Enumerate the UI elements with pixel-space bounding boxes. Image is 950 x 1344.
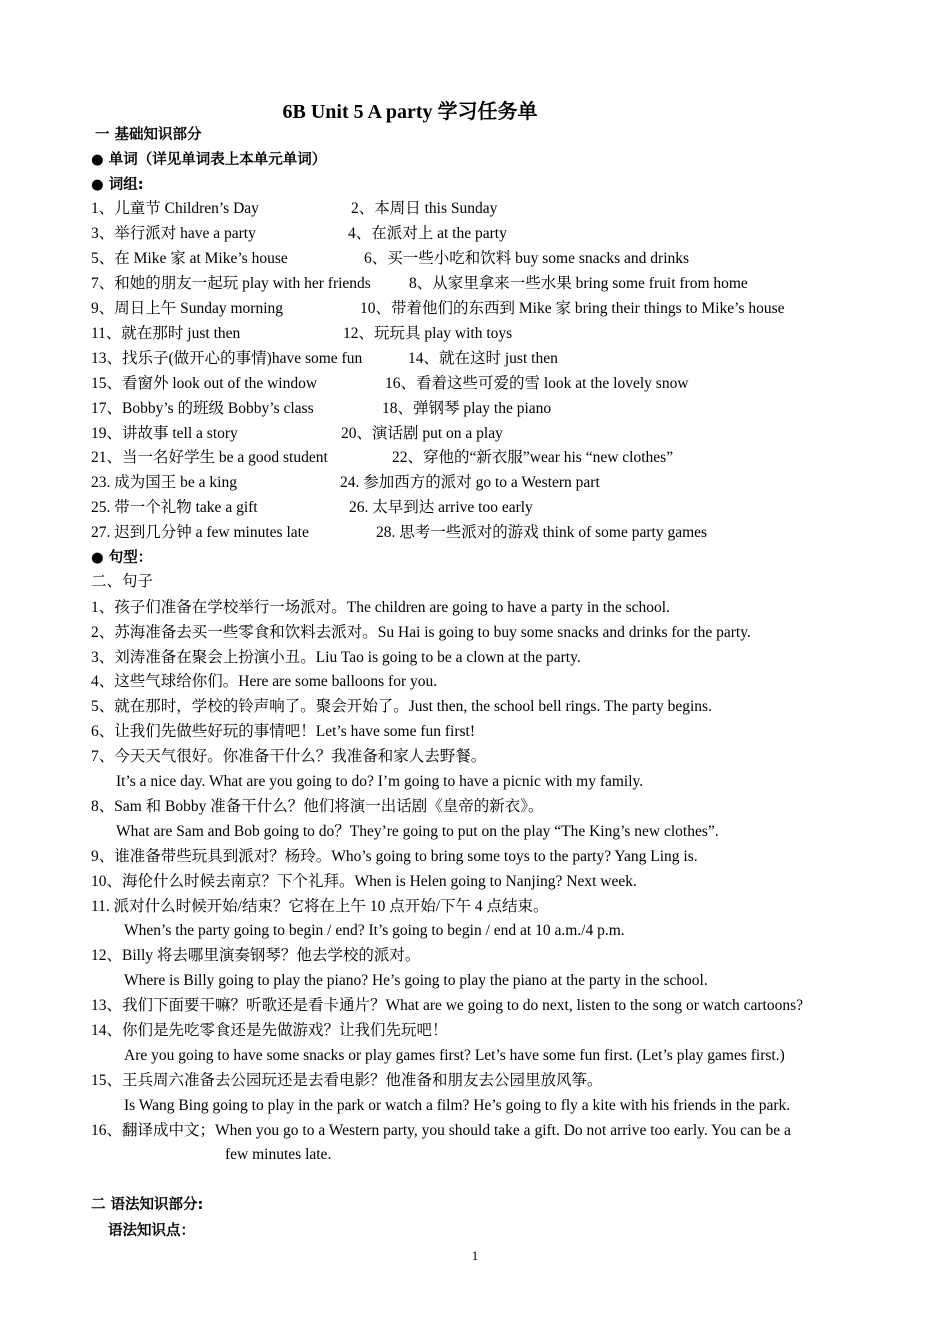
patterns-heading: ● 句型： bbox=[91, 550, 153, 566]
phrase-item: 28. 思考一些派对的游戏 think of some party games bbox=[376, 524, 708, 541]
sentence-item: 16、翻译成中文；When you go to a Western party, you should take a gift. Do not arrive too early. You can be a bbox=[91, 1122, 791, 1139]
phrase-item: 21、当一名好学生 be a good student bbox=[91, 449, 328, 466]
sentence-item: 5、就在那时，学校的铃声响了。聚会开始了。Just then, the school bell rings. The party begins. bbox=[91, 698, 712, 715]
phrase-item: 6、买一些小吃和饮料 buy some snacks and drinks bbox=[364, 250, 690, 267]
sentence-item: 6、让我们先做些好玩的事情吧！Let’s have some fun first! bbox=[91, 723, 476, 740]
phrase-item: 3、举行派对 have a party bbox=[91, 225, 256, 242]
sentence-item: 15、王兵周六准备去公园玩还是去看电影？他准备和朋友去公园里放风筝。 bbox=[91, 1072, 603, 1089]
sentence-translation: It’s a nice day. What are you going to do? I’m going to have a picnic with my family. bbox=[116, 773, 644, 790]
sentences-heading: 二、句子 bbox=[91, 573, 154, 590]
sentence-item: 8、Sam 和 Bobby 准备干什么？他们将演一出话剧《皇帝的新衣》。 bbox=[91, 798, 544, 815]
phrase-item: 27. 迟到几分钟 a few minutes late bbox=[91, 524, 309, 541]
phrase-item: 7、和她的朋友一起玩 play with her friends bbox=[91, 275, 371, 292]
phrase-item: 11、就在那时 just then bbox=[91, 325, 241, 342]
words-heading: ● 单词（详见单词表上本单元单词） bbox=[91, 152, 327, 168]
sentence-item: 4、这些气球给你们。Here are some balloons for you. bbox=[91, 673, 438, 690]
phrase-item: 22、穿他的“新衣服”wear his “new clothes” bbox=[392, 449, 674, 466]
sentence-item: 2、苏海准备去买一些零食和饮料去派对。Su Hai is going to buy some snacks and drinks for the party. bbox=[91, 624, 751, 641]
phrase-item: 25. 带一个礼物 take a gift bbox=[91, 499, 258, 516]
sentence-item: 7、今天天气很好。你准备干什么？我准备和家人去野餐。 bbox=[91, 748, 487, 765]
phrase-item: 20、演话剧 put on a play bbox=[341, 425, 503, 442]
phrase-item: 9、周日上午 Sunday morning bbox=[91, 300, 284, 317]
phrase-item: 19、讲故事 tell a story bbox=[91, 425, 238, 442]
sentence-item: 11. 派对什么时候开始/结束？它将在上午 10 点开始/下午 4 点结束。 bbox=[91, 898, 549, 915]
page-number: 1 bbox=[471, 1248, 479, 1263]
phrase-item: 2、本周日 this Sunday bbox=[351, 200, 498, 217]
sentence-item: 14、你们是先吃零食还是先做游戏？让我们先玩吧！ bbox=[91, 1022, 448, 1039]
phrase-item: 12、玩玩具 play with toys bbox=[343, 325, 513, 342]
phrase-item: 17、Bobby’s 的班级 Bobby’s class bbox=[91, 400, 314, 417]
phrase-item: 18、弹钢琴 play the piano bbox=[382, 400, 552, 417]
section-heading-basics: 一 基础知识部分 bbox=[95, 127, 202, 143]
grammar-points-heading: 语法知识点： bbox=[108, 1223, 195, 1239]
sentence-item: 12、Billy 将去哪里演奏钢琴？他去学校的派对。 bbox=[91, 947, 421, 964]
sentence-translation: few minutes late. bbox=[225, 1146, 332, 1163]
sentence-translation: What are Sam and Bob going to do？They’re going to put on the play “The King’s new clothes”. bbox=[116, 823, 719, 840]
sentence-translation: Are you going to have some snacks or play games first? Let’s have some fun first. (Let’s play games first.) bbox=[124, 1047, 785, 1064]
phrase-item: 13、找乐子(做开心的事情)have some fun bbox=[91, 350, 363, 367]
sentence-item: 9、谁准备带些玩具到派对？杨玲。Who’s going to bring some toys to the party? Yang Ling is. bbox=[91, 848, 698, 865]
sentence-item: 1、孩子们准备在学校举行一场派对。The children are going to have a party in the school. bbox=[91, 599, 670, 616]
sentence-translation: When’s the party going to begin / end? It’s going to begin / end at 10 a.m./4 p.m. bbox=[124, 922, 625, 939]
phrase-item: 24. 参加西方的派对 go to a Western part bbox=[340, 474, 600, 491]
phrase-item: 15、看窗外 look out of the window bbox=[91, 375, 318, 392]
page-title: 6B Unit 5 A party 学习任务单 bbox=[282, 101, 538, 123]
sentence-item: 10、海伦什么时候去南京？下个礼拜。When is Helen going to Nanjing? Next week. bbox=[91, 873, 637, 890]
section-heading-grammar: 二 语法知识部分: bbox=[91, 1197, 204, 1213]
phrase-item: 8、从家里拿来一些水果 bring some fruit from home bbox=[409, 275, 748, 292]
phrase-item: 16、看着这些可爱的雪 look at the lovely snow bbox=[385, 375, 689, 392]
sentence-item: 3、刘涛准备在聚会上扮演小丑。Liu Tao is going to be a clown at the party. bbox=[91, 649, 581, 666]
sentence-item: 13、我们下面要干嘛？听歌还是看卡通片？What are we going to do next, listen to the song or watch cartoons? bbox=[91, 997, 804, 1014]
phrase-item: 14、就在这时 just then bbox=[408, 350, 558, 367]
phrase-item: 10、带着他们的东西到 Mike 家 bring their things to Mike’s house bbox=[360, 300, 785, 317]
phrase-item: 23. 成为国王 be a king bbox=[91, 474, 237, 491]
phrase-item: 5、在 Mike 家 at Mike’s house bbox=[91, 250, 288, 267]
phrases-heading: ● 词组: bbox=[91, 177, 144, 193]
phrase-item: 26. 太早到达 arrive too early bbox=[349, 499, 533, 516]
sentence-translation: Where is Billy going to play the piano? He’s going to play the piano at the party in the school. bbox=[124, 972, 708, 989]
sentence-translation: Is Wang Bing going to play in the park or watch a film? He’s going to fly a kite with his friends in the park. bbox=[124, 1097, 791, 1114]
phrase-item: 4、在派对上 at the party bbox=[348, 225, 507, 242]
phrase-item: 1、儿童节 Children’s Day bbox=[91, 200, 259, 217]
